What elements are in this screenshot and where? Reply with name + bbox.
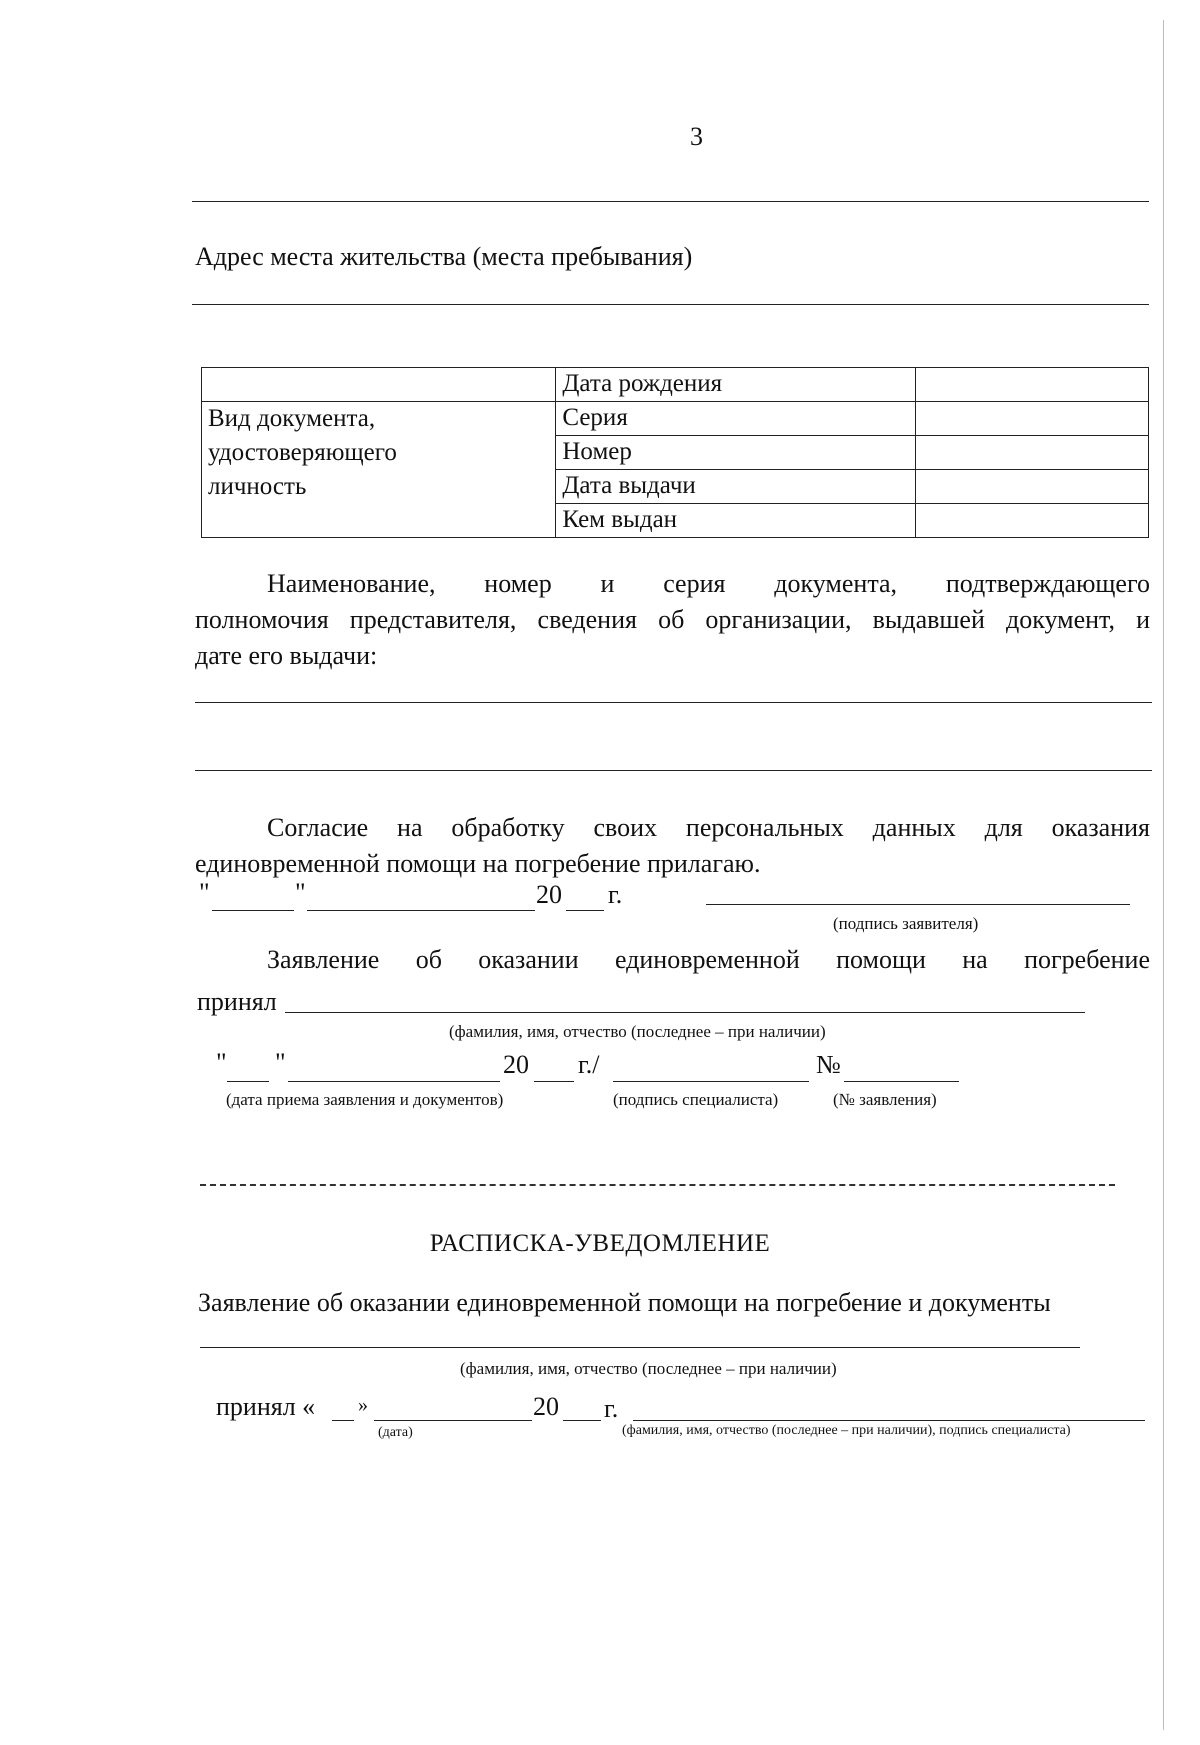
row-label-series: Серия xyxy=(556,402,915,436)
receipt-year-suffix: г. xyxy=(604,1394,619,1423)
receipt-line-1: Заявление об оказании единовременной помощи на погребение и документы xyxy=(198,1288,1051,1317)
receipt-fio-caption: (фамилия, имя, отчество (последнее – при наличии) xyxy=(460,1359,837,1378)
consent-paragraph xyxy=(195,810,1150,882)
value-cell-issue-date xyxy=(915,470,1148,504)
receipt-fio-field[interactable] xyxy=(200,1347,1080,1348)
representative-blank-line-2 xyxy=(195,770,1152,771)
receipt-date-caption: (дата) xyxy=(378,1425,413,1440)
identity-document-table xyxy=(201,367,1149,538)
address-blank-line xyxy=(192,304,1149,305)
value-cell-issued-by xyxy=(915,504,1148,538)
accepted-year-field[interactable] xyxy=(534,1081,574,1082)
table-cell-empty xyxy=(202,368,556,402)
value-cell-series xyxy=(915,402,1148,436)
accepted-prinyal: принял xyxy=(197,987,277,1016)
receipt-specialist-field[interactable] xyxy=(633,1420,1145,1421)
accepted-day-field[interactable] xyxy=(227,1081,269,1082)
receipt-paragraph xyxy=(198,1285,1150,1321)
address-label: Адрес места жительства (места пребывания) xyxy=(195,242,693,271)
consent-quote-close: " xyxy=(295,878,306,907)
specialist-signature-caption: (подпись специалиста) xyxy=(613,1090,779,1109)
accepted-month-field[interactable] xyxy=(288,1081,500,1082)
representative-line-1: Наименование, номер и серия документа, подтверждающего xyxy=(267,569,1150,598)
applicant-signature-field[interactable] xyxy=(706,904,1130,905)
accepted-quote-open: " xyxy=(216,1048,227,1077)
consent-quote-open: " xyxy=(199,878,210,907)
receipt-prinyal: принял « xyxy=(216,1392,316,1421)
consent-year-prefix: 20 xyxy=(536,880,562,909)
representative-line-3: дате его выдачи: xyxy=(195,641,378,670)
doc-type-label: Вид документа, удостоверяющего личность xyxy=(208,405,397,500)
accepted-paragraph xyxy=(195,942,1150,978)
application-number-sign: № xyxy=(816,1050,841,1079)
accepted-fio-caption: (фамилия, имя, отчество (последнее – при наличии) xyxy=(449,1022,826,1041)
row-label-issue-date: Дата выдачи xyxy=(556,470,915,504)
receipt-quote-close: » xyxy=(358,1394,368,1416)
accepted-year-suffix: г./ xyxy=(578,1050,600,1079)
accepted-quote-close: " xyxy=(275,1048,286,1077)
receipt-year-field[interactable] xyxy=(563,1420,601,1421)
value-cell-number xyxy=(915,436,1148,470)
receipt-specialist-caption: (фамилия, имя, отчество (последнее – при наличии), подпись специалиста) xyxy=(622,1423,1071,1438)
row-label-number: Номер xyxy=(556,436,915,470)
row-label-issued-by: Кем выдан xyxy=(556,504,915,538)
application-number-caption: (№ заявления) xyxy=(833,1090,937,1109)
consent-year-field[interactable] xyxy=(566,910,604,911)
value-cell-birth-date xyxy=(915,368,1148,402)
page-edge-line xyxy=(1163,20,1164,1730)
row-label-birth-date: Дата рождения xyxy=(556,368,915,402)
doc-type-cell xyxy=(202,402,556,538)
receipt-day-field[interactable] xyxy=(332,1420,354,1421)
application-number-field[interactable] xyxy=(844,1081,959,1082)
accepted-date-caption: (дата приема заявления и документов) xyxy=(226,1090,504,1109)
specialist-signature-field[interactable] xyxy=(613,1081,809,1082)
consent-line-1: Согласие на обработку своих персональных данных для оказания xyxy=(267,813,1150,842)
representative-blank-line-1 xyxy=(195,702,1152,703)
consent-line-2: единовременной помощи на погребение прилагаю. xyxy=(195,849,761,878)
consent-day-field[interactable] xyxy=(212,910,294,911)
cut-line xyxy=(200,1184,1115,1186)
accepted-year-prefix: 20 xyxy=(503,1050,529,1079)
consent-month-field[interactable] xyxy=(307,910,535,911)
representative-line-2: полномочия представителя, сведения об организации, выдавшей документ, и xyxy=(195,605,1150,634)
receipt-month-field[interactable] xyxy=(374,1420,532,1421)
representative-paragraph xyxy=(195,566,1150,674)
blank-line-top xyxy=(192,201,1149,202)
consent-year-suffix: г. xyxy=(608,880,623,909)
receipt-year-prefix: 20 xyxy=(533,1392,559,1421)
page-number: 3 xyxy=(690,122,703,151)
applicant-signature-caption: (подпись заявителя) xyxy=(833,914,979,933)
accepted-line-1: Заявление об оказании единовременной помощи на погребение xyxy=(267,945,1150,974)
receipt-title: РАСПИСКА-УВЕДОМЛЕНИЕ xyxy=(429,1230,771,1257)
accepted-by-fio-field[interactable] xyxy=(285,1012,1085,1013)
